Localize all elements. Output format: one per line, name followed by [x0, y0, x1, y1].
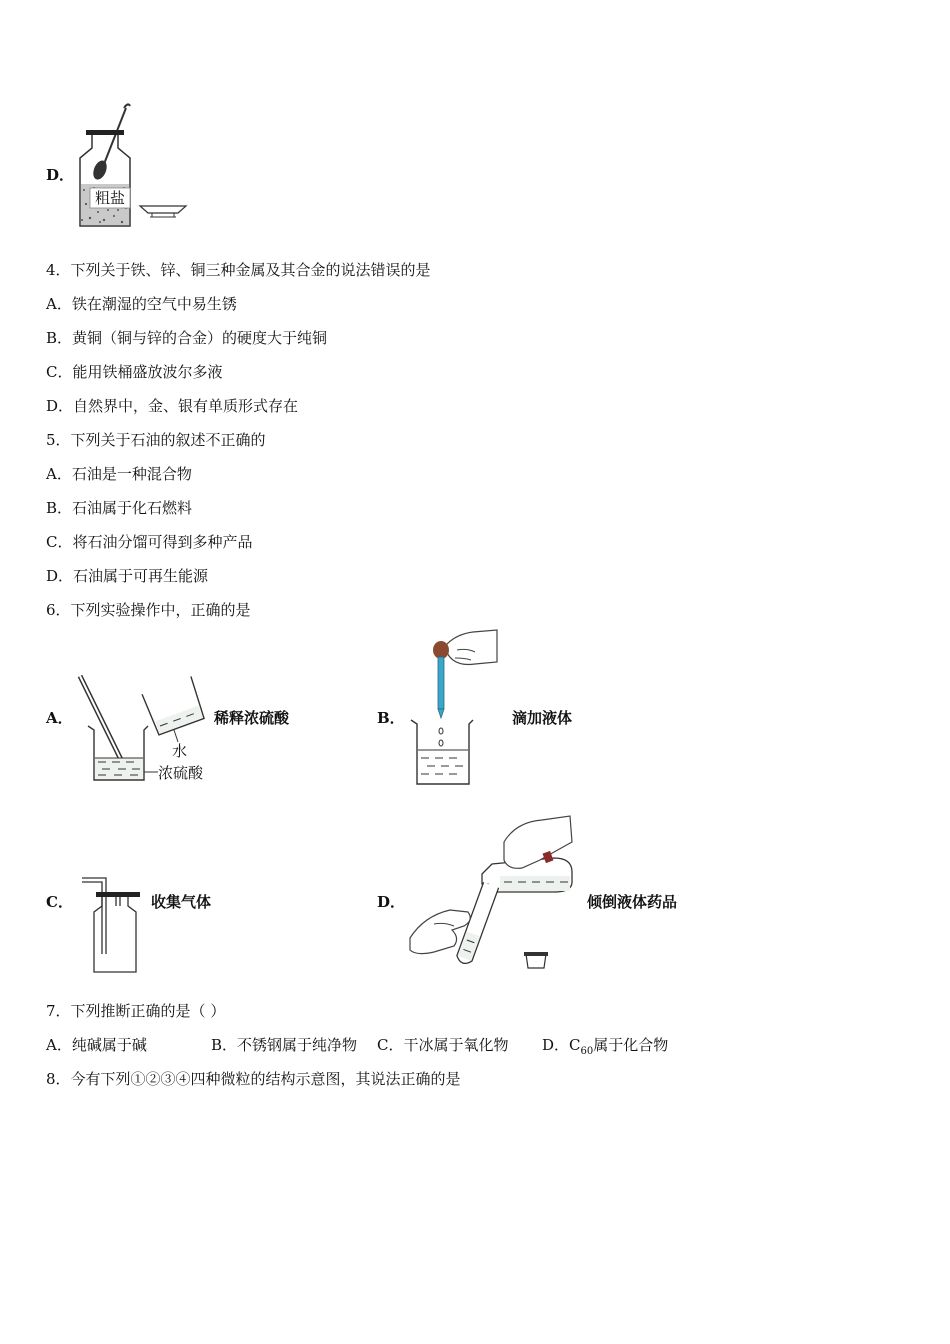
q6-option-a-letter: A． — [46, 709, 73, 727]
q7-option-d-prefix: D．C — [542, 1036, 581, 1054]
coarse-salt-jar-figure — [74, 100, 194, 232]
q7-option-d-suffix: 属于化合物 — [593, 1036, 669, 1054]
q4-option-b: B．黄铜（铜与锌的合金）的硬度大于纯铜 — [46, 329, 328, 347]
label-sulfuric-acid: 浓硫酸 — [158, 764, 204, 782]
q4-option-c: C．能用铁桶盛放波尔多液 — [46, 363, 223, 381]
label-water: 水 — [172, 742, 188, 760]
q7-stem: 7．下列推断正确的是（ ） — [46, 1002, 226, 1020]
dropper-adding-liquid-figure — [405, 628, 505, 788]
q7-option-a: A．纯碱属于碱 — [46, 1036, 147, 1054]
jar-label: 粗盐 — [94, 189, 126, 207]
q7-option-d-subscript: 60 — [580, 1046, 594, 1057]
dilute-sulfuric-acid-figure — [74, 670, 214, 788]
q6-option-a-caption: 稀释浓硫酸 — [214, 709, 290, 727]
q7-option-d — [542, 1035, 668, 1062]
q4-stem: 4．下列关于铁、锌、铜三种金属及其合金的说法错误的是 — [46, 261, 431, 279]
q6-option-c-caption: 收集气体 — [151, 893, 212, 911]
q6-option-b-caption: 滴加液体 — [512, 709, 573, 727]
q5-option-a: A．石油是一种混合物 — [46, 465, 192, 483]
q4-option-d: D．自然界中，金、银有单质形式存在 — [46, 397, 299, 415]
q8-stem: 8．今有下列①②③④四种微粒的结构示意图，其说法正确的是 — [46, 1070, 461, 1088]
q6-stem: 6．下列实验操作中，正确的是 — [46, 601, 251, 619]
q5-option-b: B．石油属于化石燃料 — [46, 499, 193, 517]
q7-option-c: C．干冰属于氧化物 — [377, 1036, 509, 1054]
q6-option-d-caption: 倾倒液体药品 — [587, 893, 678, 911]
q6-option-c-letter: C． — [46, 893, 73, 911]
q5-option-d: D．石油属于可再生能源 — [46, 567, 209, 585]
q5-option-c: C．将石油分馏可得到多种产品 — [46, 533, 253, 551]
gas-collection-bottle-figure — [76, 870, 146, 976]
q5-stem: 5．下列关于石油的叙述不正确的 — [46, 431, 266, 449]
q7-option-b: B．不锈钢属于纯净物 — [211, 1036, 358, 1054]
q6-option-d-letter: D． — [377, 893, 406, 911]
q6-option-b-letter: B． — [377, 709, 405, 727]
q3-option-d-letter: D． — [46, 166, 75, 184]
q4-option-a: A．铁在潮湿的空气中易生锈 — [46, 295, 237, 313]
pouring-liquid-figure — [404, 812, 584, 984]
